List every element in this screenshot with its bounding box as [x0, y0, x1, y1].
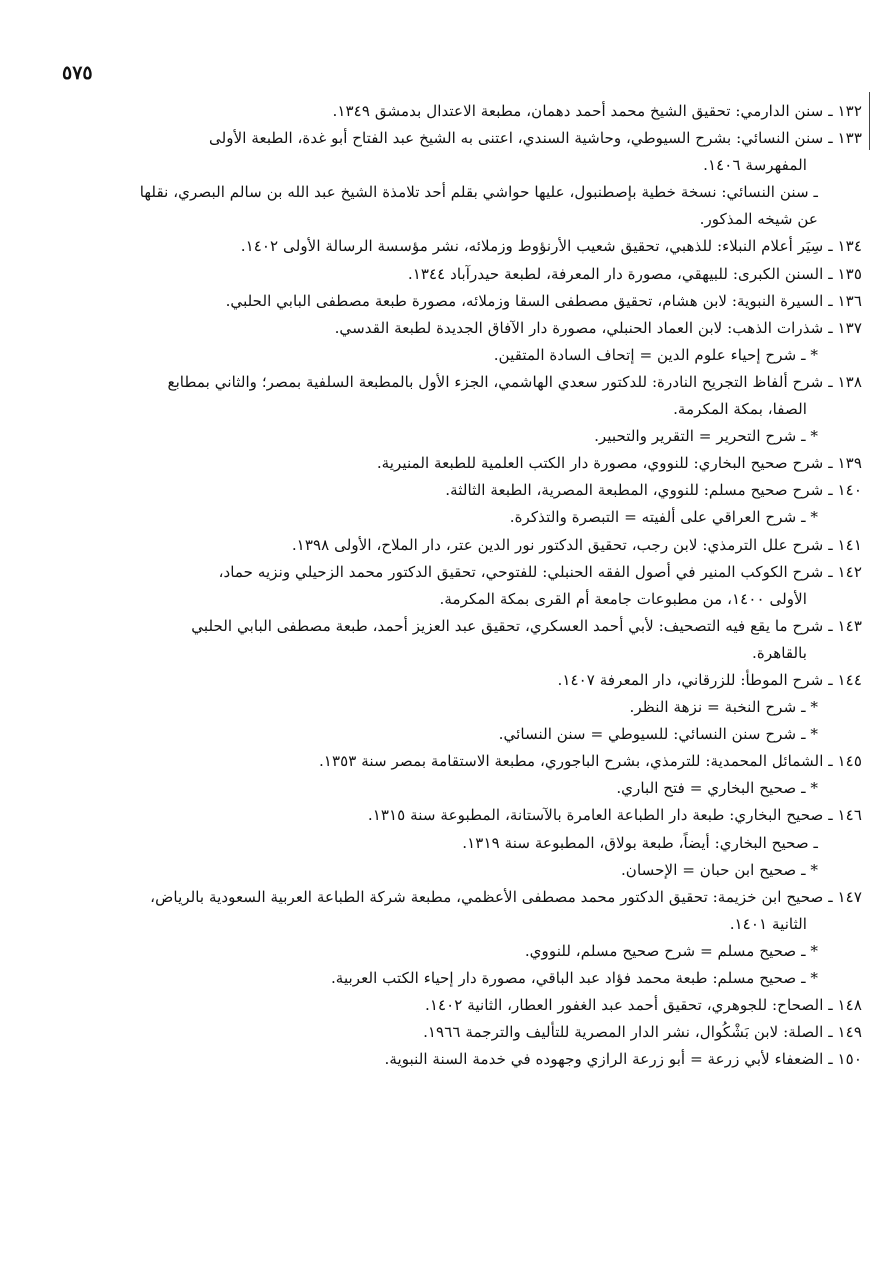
cross-reference-entry: * ـ صحيح مسلم = شرح صحيح مسلم، للنووي.: [524, 941, 818, 960]
bibliography-entry: ١٣٩ ـ شرح صحيح البخاري: للنووي، مصورة دار الكتب العلمية للطبعة المنيرية.: [376, 454, 862, 473]
cross-reference-entry: * ـ شرح النخبة = نزهة النظر.: [629, 698, 818, 717]
bibliography-entry: ١٤٣ ـ شرح ما يقع فيه التصحيف: لأبي أحمد العسكري، تحقيق عبد العزيز أحمد، طبعة مصطفى البابي الحلبي: [191, 616, 862, 635]
cross-reference-entry: * ـ صحيح البخاري = فتح الباري.: [616, 779, 818, 798]
bibliography-entry: ١٣٣ ـ سنن النسائي: بشرح السيوطي، وحاشية السندي، اعتنى به الشيخ عبد الفتاح أبو غدة، الطبعة الأولى: [209, 129, 862, 148]
cross-reference-entry: * ـ شرح العراقي على ألفيته = التبصرة والتذكرة.: [509, 508, 818, 527]
bibliography-entry: ١٤٨ ـ الصحاح: للجوهري، تحقيق أحمد عبد الغفور العطار، الثانية ١٤٠٢.: [424, 996, 862, 1015]
bibliography-entry: ١٤٥ ـ الشمائل المحمدية: للترمذي، بشرح الباجوري، مطبعة الاستقامة بمصر سنة ١٣٥٣.: [318, 752, 862, 771]
cross-reference-entry: * ـ شرح إحياء علوم الدين = إتحاف السادة المتقين.: [493, 345, 818, 364]
cross-reference-entry: ـ سنن النسائي: نسخة خطية بإصطنبول، عليها حواشي بقلم أحد تلامذة الشيخ عبد الله بن سالم البصري، نقلها: [139, 183, 818, 202]
margin-rule: [869, 92, 870, 150]
page-number: ٥٧٥: [62, 62, 93, 84]
entry-continuation: عن شيخه المذكور.: [699, 210, 818, 229]
entry-continuation: الأولى ١٤٠٠، من مطبوعات جامعة أم القرى بمكة المكرمة.: [439, 589, 807, 608]
cross-reference-entry: * ـ شرح التحرير = التقرير والتحبير.: [594, 427, 818, 446]
bibliography-entry: ١٥٠ ـ الضعفاء لأبي زرعة = أبو زرعة الرازي وجهوده في خدمة السنة النبوية.: [384, 1050, 862, 1069]
cross-reference-entry: * ـ شرح سنن النسائي: للسيوطي = سنن النسائي.: [498, 725, 818, 744]
bibliography-entry: ١٤٤ ـ شرح الموطأ: للزرقاني، دار المعرفة ١٤٠٧.: [557, 670, 862, 689]
bibliography-entry: ١٤٠ ـ شرح صحيح مسلم: للنووي، المطبعة المصرية، الطبعة الثالثة.: [445, 481, 862, 500]
bibliography-entry: ١٤٢ ـ شرح الكوكب المنير في أصول الفقه الحنبلي: للفتوحي، تحقيق الدكتور محمد الزحيلي ونزيه حماد،: [218, 562, 862, 581]
bibliography-entry: ١٣٥ ـ السنن الكبرى: للبيهقي، مصورة دار المعرفة، لطبعة حيدرآباد ١٣٤٤.: [407, 264, 862, 283]
entry-continuation: الثانية ١٤٠١.: [729, 914, 807, 933]
bibliography-entry: ١٣٦ ـ السيرة النبوية: لابن هشام، تحقيق مصطفى السقا وزملائه، مصورة طبعة مصطفى البابي الحلبي.: [225, 291, 862, 310]
bibliography-entry: ١٣٧ ـ شذرات الذهب: لابن العماد الحنبلي، مصورة دار الآفاق الجديدة لطبعة القدسي.: [334, 318, 862, 337]
bibliography-entry: ١٤٩ ـ الصلة: لابن بَشْكُوال، نشر الدار المصرية للتأليف والترجمة ١٩٦٦.: [423, 1023, 862, 1042]
bibliography-entry: ١٤١ ـ شرح علل الترمذي: لابن رجب، تحقيق الدكتور نور الدين عتر، دار الملاح، الأولى ١٣٩٨.: [291, 535, 862, 554]
cross-reference-entry: ـ صحيح البخاري: أيضاً، طبعة بولاق، المطبوعة سنة ١٣١٩.: [462, 833, 818, 852]
entry-continuation: بالقاهرة.: [752, 643, 807, 662]
entry-continuation: الصفا، بمكة المكرمة.: [673, 400, 807, 419]
entry-continuation: المفهرسة ١٤٠٦.: [703, 156, 807, 175]
bibliography-list: [62, 98, 862, 1073]
bibliography-entry: ١٤٦ ـ صحيح البخاري: طبعة دار الطباعة العامرة بالآستانة، المطبوعة سنة ١٣١٥.: [367, 806, 862, 825]
bibliography-entry: ١٣٤ ـ سِيَر أعلام النبلاء: للذهبي، تحقيق شعيب الأرنؤوط وزملائه، نشر مؤسسة الرسالة الأولى ١٤٠٢.: [240, 237, 862, 256]
cross-reference-entry: * ـ صحيح مسلم: طبعة محمد فؤاد عبد الباقي، مصورة دار إحياء الكتب العربية.: [330, 969, 818, 987]
bibliography-entry: ١٣٢ ـ سنن الدارمي: تحقيق الشيخ محمد أحمد دهمان، مطبعة الاعتدال بدمشق ١٣٤٩.: [332, 102, 862, 120]
bibliography-entry: ١٣٨ ـ شرح ألفاظ التجريح النادرة: للدكتور سعدي الهاشمي، الجزء الأول بالمطبعة السلفية بمصر؛ والثاني بمطابع: [167, 372, 862, 391]
cross-reference-entry: * ـ صحيح ابن حبان = الإحسان.: [620, 860, 818, 879]
bibliography-entry: ١٤٧ ـ صحيح ابن خزيمة: تحقيق الدكتور محمد مصطفى الأعظمي، مطبعة شركة الطباعة العربية السعودية بالرياض،: [150, 887, 862, 906]
